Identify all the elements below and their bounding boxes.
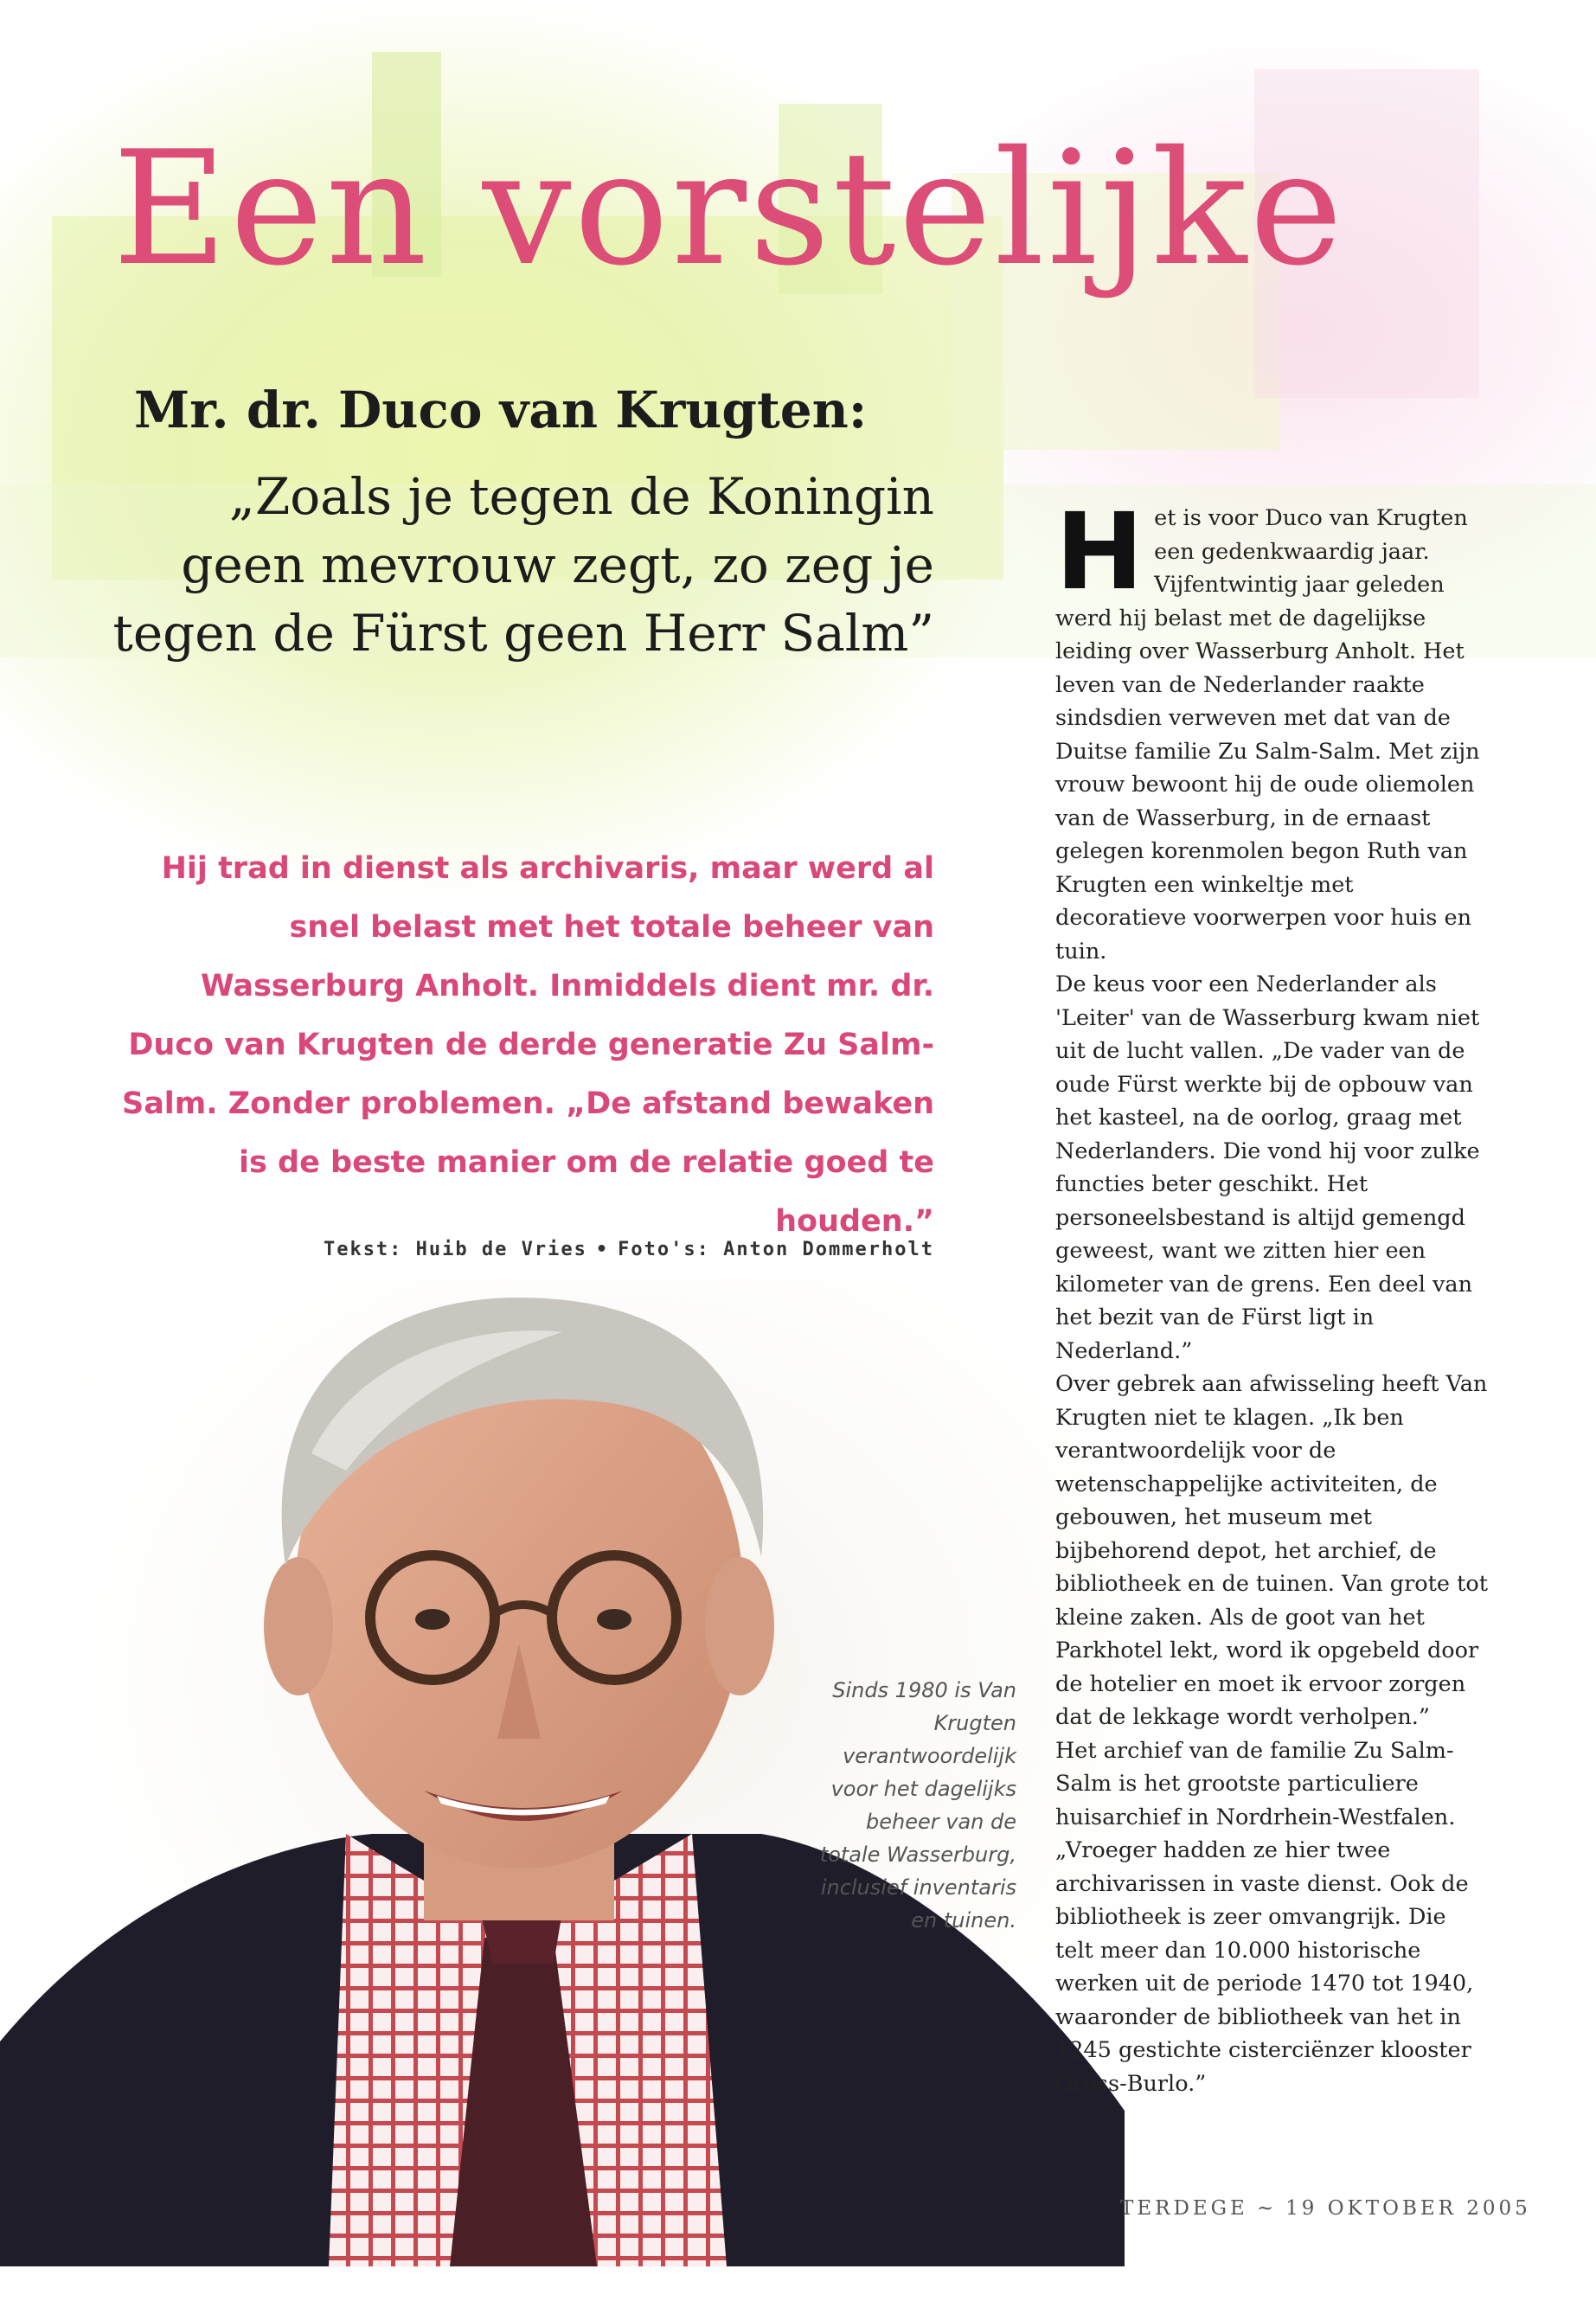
article-body [1055,490,1488,2100]
credits-text: Tekst: Huib de Vries [323,1239,587,1260]
footer-date: 19 OKTOBER 2005 [1285,2197,1531,2220]
credits-separator: • [595,1239,610,1260]
body-paragraph: Het archief van de familie Zu Salm-Salm is het grootste particuliere huisarchief in Nordrhein-Westfalen. „Vroeger hadden ze hier twee archivarissen in vaste dienst. Ook de bibliotheek is zeer omvangrijk. Die telt meer dan 10.000 historische werken uit de periode 1470 tot 1940, waaronder de bibliotheek van het in 1245 gestichte cisterciënzer klooster Gross-Burlo.” [1055,1737,1474,2097]
pull-quote: „Zoals je tegen de Koningin geen mevrouw zegt, zo zeg je tegen de Fürst geen Herr Salm” [112,467,934,663]
footer-publication: TERDEGE [1120,2197,1248,2220]
article-title: Een vorstelijke [112,117,1346,300]
footer-separator: ~ [1256,2197,1278,2220]
body-paragraph: et is voor Duco van Krugten een gedenkwaardig jaar. Vijfentwintig jaar geleden werd hij belast met de dagelijkse leiding over Wasserburg Anholt. Het leven van de Nederlander raakte sindsdien verweven met dat van de Duitse familie Zu Salm-Salm. Met zijn vrouw bewoont hij de oude oliemolen van de Wasserburg, in de ernaast gelegen korenmolen begon Ruth van Krugten een winkeltje met decoratieve voorwerpen voor huis en tuin. [1055,505,1480,965]
body-paragraph: Over gebrek aan afwisseling heeft Van Krugten niet te klagen. „Ik ben verantwoordelijk voor de wetenschappelijke activiteiten, de gebouwen, het museum met bijbehorend depot, het archief, de bibliotheek en de tuinen. Van grote tot kleine zaken. Als de goot van het Parkhotel lekt, word ik opgebeld door de hotelier en moet ik ervoor zorgen dat de lekkage wordt verholpen.” [1055,1371,1488,1730]
drop-cap: H [1055,490,1144,613]
article-subtitle: Mr. dr. Duco van Krugten: [134,381,868,439]
credits-photo: Foto's: Anton Dommerholt [618,1239,934,1260]
photo-caption: Sinds 1980 is Van Krugten verantwoordelijk voor het dagelijks beheer van de totale Wasserburg, inclusief inventaris en tuinen. [819,1678,1016,1932]
article-credits [112,1239,934,1260]
body-paragraph: De keus voor een Nederlander als 'Leiter' van de Wasserburg kwam niet uit de lucht vallen. „De vader van de oude Fürst werkte bij de opbouw van het kasteel, na de oorlog, graag met Nederlanders. Die vond hij voor zulke functies beter geschikt. Het personeelsbestand is altijd gemengd geweest, want we zitten hier een kilometer van de grens. Een deel van het bezit van de Fürst ligt in Nederland.” [1055,971,1480,1364]
page-footer [1120,2197,1531,2220]
article-intro: Hij trad in dienst als archivaris, maar werd al snel belast met het totale beheer van Wasserburg Anholt. Inmiddels dient mr. dr. Duco van Krugten de derde generatie Zu Salm-Salm. Zonder problemen. „De afstand bewaken is de beste manier om de relatie goed te houden.” [121,851,934,1239]
